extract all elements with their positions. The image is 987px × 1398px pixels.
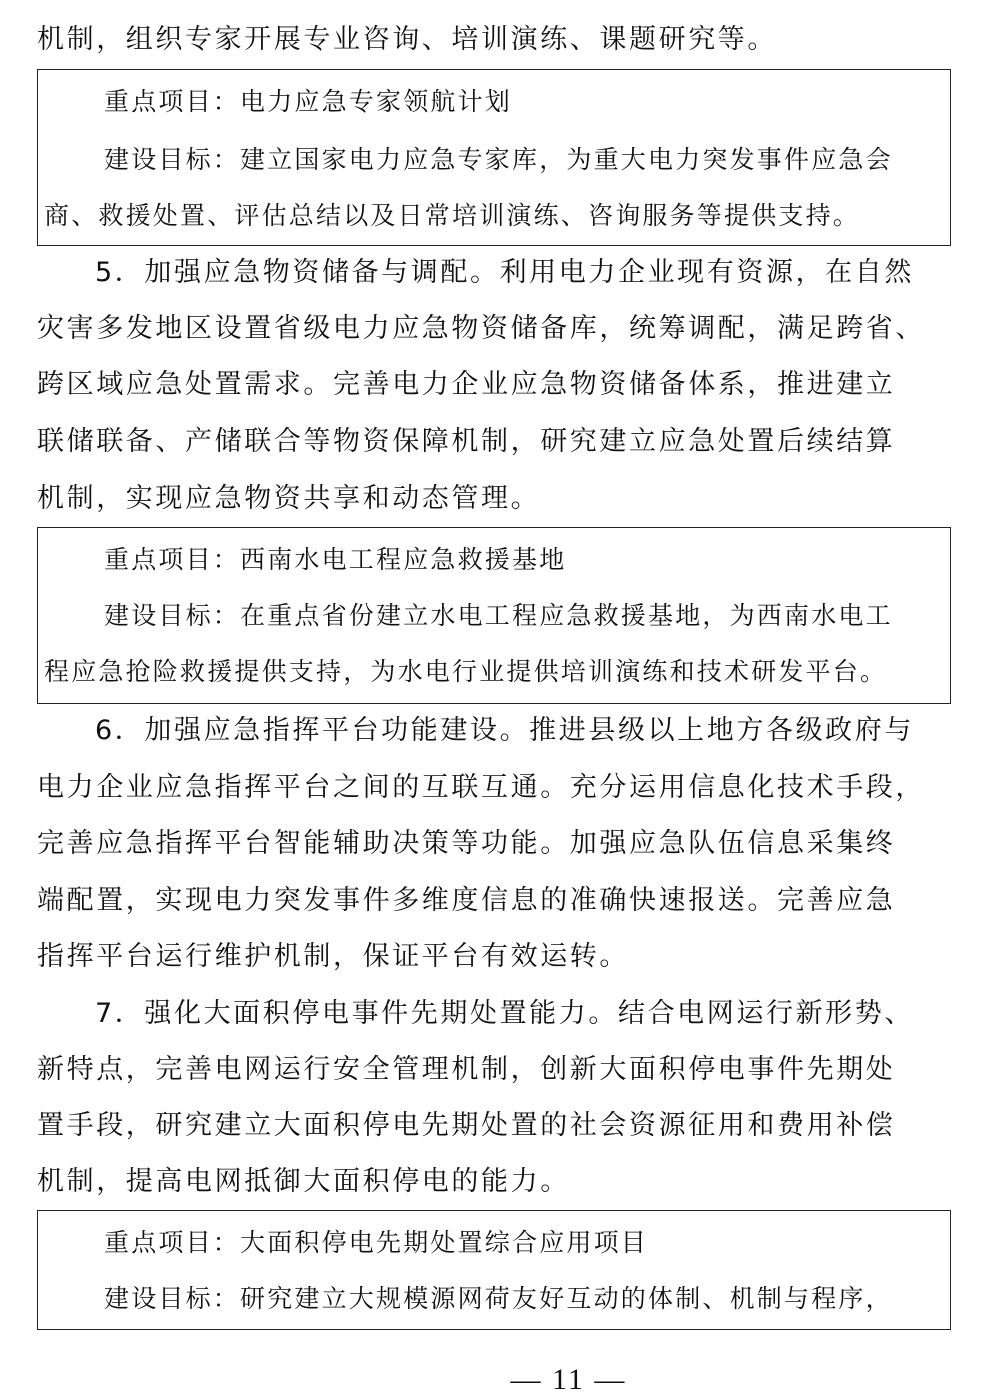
paragraph-line: 灾害多发地区设置省级电力应急物资储备库，统筹调配，满足跨省、 <box>37 313 925 344</box>
key-project-box <box>37 1210 951 1330</box>
paragraph-line: 7．强化大面积停电事件先期处置能力。结合电网运行新形势、 <box>95 998 914 1029</box>
paragraph-line: 跨区域应急处置需求。完善电力企业应急物资储备体系，推进建立 <box>37 369 896 400</box>
key-project-box <box>37 69 951 246</box>
key-project-title: 重点项目：西南水电工程应急救援基地 <box>104 545 567 574</box>
paragraph-line: 置手段，研究建立大面积停电先期处置的社会资源征用和费用补偿 <box>37 1110 896 1141</box>
key-project-goal-line: 程应急抢险救援提供支持，为水电行业提供培训演练和技术研发平台。 <box>44 657 888 686</box>
paragraph-line: 机制，组织专家开展专业咨询、培训演练、课题研究等。 <box>37 24 777 55</box>
key-project-title: 重点项目：大面积停电先期处置综合应用项目 <box>104 1228 649 1257</box>
key-project-goal-line: 建设目标：建立国家电力应急专家库，为重大电力突发事件应急会 <box>104 145 893 174</box>
paragraph-line: 端配置，实现电力突发事件多维度信息的准确快速报送。完善应急 <box>37 885 896 916</box>
paragraph-line: 机制，提高电网抵御大面积停电的能力。 <box>37 1166 570 1197</box>
paragraph-line: 联储联备、产储联合等物资保障机制，研究建立应急处置后续结算 <box>37 426 896 457</box>
paragraph-line: 指挥平台运行维护机制，保证平台有效运转。 <box>37 941 629 972</box>
paragraph-line: 完善应急指挥平台智能辅助决策等功能。加强应急队伍信息采集终 <box>37 828 896 859</box>
page-number: — 11 — <box>510 1363 627 1396</box>
key-project-goal-line: 建设目标：研究建立大规模源网荷友好互动的体制、机制与程序， <box>104 1284 893 1313</box>
key-project-box <box>37 527 951 704</box>
key-project-title: 重点项目：电力应急专家领航计划 <box>104 87 513 116</box>
paragraph-line: 5．加强应急物资储备与调配。利用电力企业现有资源，在自然 <box>95 257 914 288</box>
key-project-goal-line: 商、救援处置、评估总结以及日常培训演练、咨询服务等提供支持。 <box>44 201 861 230</box>
paragraph-line: 电力企业应急指挥平台之间的互联互通。充分运用信息化技术手段， <box>37 772 925 803</box>
key-project-goal-line: 建设目标：在重点省份建立水电工程应急救援基地，为西南水电工 <box>104 601 893 630</box>
paragraph-line: 新特点，完善电网运行安全管理机制，创新大面积停电事件先期处 <box>37 1054 896 1085</box>
paragraph-line: 机制，实现应急物资共享和动态管理。 <box>37 483 541 514</box>
paragraph-line: 6．加强应急指挥平台功能建设。推进县级以上地方各级政府与 <box>95 715 914 746</box>
